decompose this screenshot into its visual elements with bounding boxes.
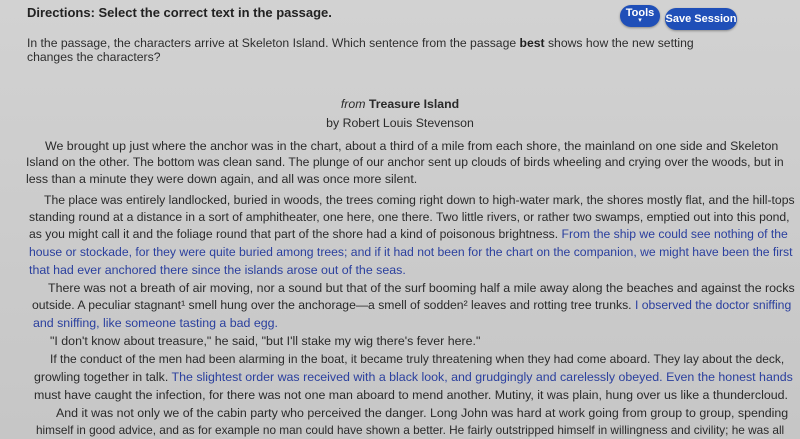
save-session-button[interactable]: Save Session <box>665 8 737 30</box>
selectable-sentence[interactable]: From the ship we could see nothing of the <box>561 227 788 241</box>
passage-line-2[interactable] <box>26 155 784 170</box>
passage-text[interactable]: Island on the other. The bottom was clean sand. The plunge of our anchor sent up clouds of birds wheeling and crying over the woods, but in <box>26 155 784 169</box>
passage-text[interactable]: less than a minute they were down again, and all was once more silent. <box>26 172 418 186</box>
question-emphasis: best <box>519 36 545 50</box>
question-text-suffix: shows how the new setting changes the characters? <box>27 36 694 64</box>
passage-line-16[interactable] <box>56 406 788 421</box>
selectable-sentence[interactable]: I observed the doctor sniffing <box>634 298 792 312</box>
passage-text[interactable]: must have caught the infection, for there was not one man aboard to mend another. Mutiny, it was plain, hung over us like a thundercloud. <box>34 388 788 402</box>
passage-text[interactable]: If the conduct of the men had been alarming in the boat, it became truly threatening when they had come aboard. They lay about the deck, <box>50 352 785 366</box>
passage-from: from <box>340 97 366 111</box>
tools-button[interactable] <box>620 5 660 27</box>
passage-line-14[interactable] <box>34 370 793 385</box>
passage-line-17[interactable] <box>36 423 784 438</box>
passage-line-15[interactable] <box>34 388 788 403</box>
selectable-sentence[interactable]: that had ever anchored there since the islands arose out of the seas. <box>29 263 406 277</box>
passage-line-11[interactable] <box>33 316 278 331</box>
passage-line-5[interactable] <box>29 210 790 225</box>
passage-line-1[interactable] <box>45 139 778 154</box>
passage-line-12[interactable] <box>50 334 480 349</box>
passage-text[interactable]: "I don't know about treasure," he said, "but I'll stake my wig there's fever here." <box>50 334 481 348</box>
passage-text[interactable]: as you might call it and the foliage round that part of the shore had a kind of poisonous brightness. <box>29 227 562 241</box>
selectable-sentence[interactable]: and sniffing, like someone tasting a bad egg. <box>33 316 278 330</box>
directions-text: Directions: Select the correct text in the passage. <box>27 5 332 20</box>
chevron-down-icon: ▾ <box>638 17 642 24</box>
selectable-sentence[interactable]: Even the honest hands <box>666 370 793 384</box>
passage-line-8[interactable] <box>29 263 406 278</box>
passage-title <box>0 97 800 111</box>
passage-line-6[interactable] <box>29 227 788 242</box>
passage-book-title: Treasure Island <box>368 97 460 111</box>
selectable-sentence[interactable]: The slightest order was received with a black look, and grudgingly and carelessly obeyed. <box>171 370 663 384</box>
passage-author: by Robert Louis Stevenson <box>326 116 474 130</box>
passage-line-13[interactable] <box>50 352 784 367</box>
passage-line-9[interactable] <box>48 281 795 296</box>
tools-button-label: Tools <box>625 7 655 19</box>
passage-text[interactable]: himself in good advice, and as for example no man could have shown a better. He fairly outstripped himself in willingness and civility; he was all <box>36 423 785 437</box>
question-prompt <box>27 36 707 64</box>
passage-text[interactable]: growling together in talk. <box>34 370 172 384</box>
passage-line-4[interactable] <box>44 193 795 208</box>
passage-line-10[interactable] <box>32 298 791 313</box>
passage-text[interactable]: standing round at a distance in a sort of amphitheater, one here, one there. Two little rivers, or rather two swamps, emptied out into this pond, <box>29 210 790 224</box>
passage-text[interactable]: There was not a breath of air moving, nor a sound but that of the surf booming half a mile away along the beaches and against the rocks <box>48 281 795 295</box>
passage-text[interactable]: The place was entirely landlocked, buried in woods, the trees coming right down to high-water mark, the shores mostly flat, and the hill-tops <box>44 193 795 207</box>
passage-line-3[interactable] <box>26 172 417 187</box>
passage-text[interactable]: outside. A peculiar stagnant¹ smell hung over the anchorage—a smell of sodden² leaves and rotting tree trunks. <box>32 298 635 312</box>
passage-text[interactable]: And it was not only we of the cabin party who perceived the danger. Long John was hard at work going from group to group, spending <box>56 406 789 420</box>
passage-line-7[interactable] <box>29 245 793 260</box>
question-text-prefix: In the passage, the characters arrive at Skeleton Island. Which sentence from the passage <box>27 36 520 50</box>
passage-text[interactable]: We brought up just where the anchor was in the chart, about a third of a mile from each shore, the mainland on one side and Skeleton <box>45 139 779 153</box>
selectable-sentence[interactable]: house or stockade, for they were quite buried among trees; and if it had not been for the chart on the companion, we might have been the first <box>29 245 793 259</box>
